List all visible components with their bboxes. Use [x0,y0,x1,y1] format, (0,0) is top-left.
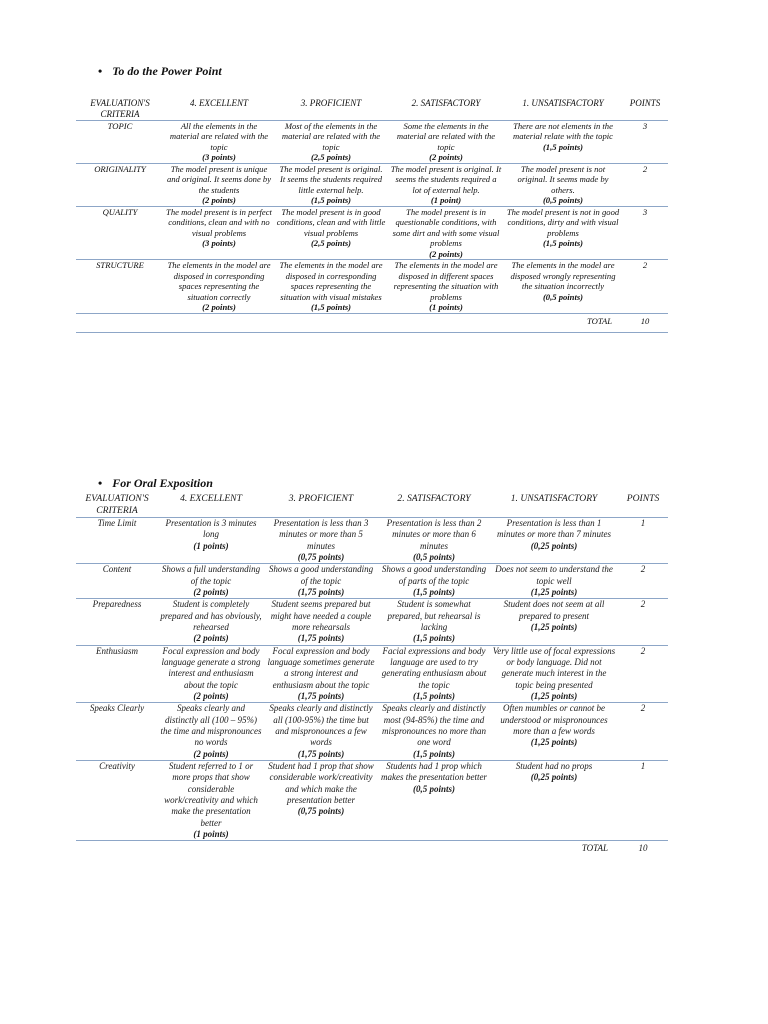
descriptor-cell [264,645,378,703]
descriptor-points: (0,75 points) [297,806,345,817]
descriptor-points: (1,5 points) [310,195,352,206]
descriptor-points: (1 points) [193,540,229,551]
points-cell: 3 [622,120,668,163]
descriptor-points: (3 points) [202,238,236,249]
header-satisfactory: 2. SATISFACTORY [388,98,504,120]
descriptor-cell [274,120,388,163]
descriptor-cell [164,120,274,163]
total-row [76,313,668,326]
descriptor-text: The model present is not in good conditions, dirty and with visual problems [506,206,620,238]
criteria-cell: Creativity [76,761,158,841]
descriptor-points: (0,5 points) [542,195,584,206]
descriptor-points: (1,75 points) [297,633,345,644]
descriptor-text: Students had 1 prop which makes the presentation better [381,761,487,783]
descriptor-text: The model present is in perfect conditions, clean and with no visual problems [166,206,272,238]
descriptor-points: (1 points) [429,302,463,313]
criteria-cell: Content [76,564,158,599]
header-criteria: EVALUATION'S CRITERIA [76,493,158,518]
descriptor-cell [378,761,490,841]
header-excellent: 4. EXCELLENT [164,98,274,120]
criteria-cell: Time Limit [76,518,158,564]
descriptor-cell [158,761,264,841]
descriptor-points: (2 points) [429,248,463,259]
descriptor-points: (0,5 points) [542,291,584,302]
descriptor-cell [388,206,504,259]
criteria-cell: ORIGINALITY [76,163,164,206]
descriptor-text: Shows a good understanding of parts of the topic [381,564,487,586]
descriptor-text: Shows a full understanding of the topic [161,564,261,586]
descriptor-text: The model present is in questionable conditions, with some dirt and with some visual problems [392,206,500,249]
descriptor-points: (0,25 points) [530,540,578,551]
table-row [76,645,668,703]
criteria-cell: Speaks Clearly [76,703,158,761]
total-value: 10 [622,313,668,326]
descriptor-points: (0,25 points) [530,772,578,783]
descriptor-cell [274,206,388,259]
header-unsatisfactory: 1. UNSATISFACTORY [490,493,618,518]
descriptor-points: (1,5 points) [542,238,584,249]
descriptor-points: (1,25 points) [530,587,578,598]
descriptor-cell [264,703,378,761]
descriptor-cell [158,518,264,564]
descriptor-text: Student referred to 1 or more props that show considerable work/creativity and which make the presentation better [164,761,258,828]
descriptor-text: Presentation is less than 2 minutes or more than 6 minutes [386,518,482,551]
descriptor-cell [378,564,490,599]
descriptor-cell [158,703,264,761]
descriptor-cell [264,518,378,564]
descriptor-text: Often mumbles or cannot be understood or mispronounces more than a few words [500,703,608,737]
criteria-cell: TOPIC [76,120,164,163]
descriptor-points: (0,5 points) [412,552,455,563]
descriptor-text: All the elements in the material are related with the topic [169,120,269,152]
descriptor-cell [164,163,274,206]
bullet-icon: • [98,64,103,78]
descriptor-cell [490,518,618,564]
descriptor-text: The elements in the model are disposed wrongly representing the situation incorrectly [510,260,616,292]
table-row [76,260,668,313]
descriptor-points: (1,75 points) [297,748,345,759]
criteria-cell: STRUCTURE [76,260,164,313]
descriptor-cell [490,761,618,841]
descriptor-cell [490,703,618,761]
descriptor-cell [504,206,622,259]
descriptor-text: Student is somewhat prepared, but rehearsal is lacking [387,599,481,633]
descriptor-text: The model present is original. It seems the students required little external help. [279,163,383,195]
points-cell: 2 [618,703,668,761]
descriptor-cell [378,645,490,703]
header-excellent: 4. EXCELLENT [158,493,264,518]
points-cell: 2 [622,163,668,206]
descriptor-points: (1,5 points) [412,691,455,702]
descriptor-points: (3 points) [202,152,236,163]
total-label: TOTAL [76,841,618,855]
descriptor-points: (1,5 points) [310,302,352,313]
descriptor-text: Speaks clearly and distinctly all (100 – 95%) the time and mispronounces no words [160,703,262,748]
points-cell: 1 [618,518,668,564]
descriptor-points: (1,5 points) [412,633,455,644]
descriptor-text: The elements in the model are disposed in corresponding spaces representing the situation with visual mistakes [279,260,383,302]
descriptor-points: (1 points) [193,829,229,840]
descriptor-cell [388,163,504,206]
header-unsatisfactory: 1. UNSATISFACTORY [504,98,622,120]
heading-text: To do the Power Point [112,64,222,78]
descriptor-points: (1 point) [430,195,462,206]
descriptor-text: Student seems prepared but might have needed a couple more rehearsals [270,599,372,633]
descriptor-text: Presentation is 3 minutes long [165,518,257,540]
descriptor-cell [264,761,378,841]
descriptor-text: Speaks clearly and distinctly all (100-95%) the time but and mispronounces a few words [269,703,373,748]
descriptor-cell [504,163,622,206]
descriptor-text: Student had 1 prop that show considerable work/creativity and which make the presentation better [268,761,374,806]
descriptor-points: (2,5 points) [310,238,352,249]
descriptor-points: (1,25 points) [530,737,578,748]
descriptor-text: The model present is original. It seems the students required a lot of external help. [390,163,502,195]
table-header-row [76,98,668,120]
total-label: TOTAL [76,313,622,326]
table-row [76,564,668,599]
descriptor-text: Most of the elements in the material are related with the topic [281,120,381,152]
descriptor-text: The elements in the model are disposed in different spaces representing the situation with problems [393,260,499,302]
criteria-cell: Preparedness [76,599,158,645]
descriptor-text: Presentation is less than 3 minutes or more than 5 minutes [273,518,369,551]
descriptor-points: (2 points) [193,748,229,759]
descriptor-points: (2,5 points) [310,152,352,163]
descriptor-cell [158,599,264,645]
descriptor-text: The model present is in good conditions, clean and with little visual problems [276,206,386,238]
descriptor-cell [490,564,618,599]
descriptor-cell [504,260,622,313]
descriptor-cell [490,645,618,703]
header-points: POINTS [622,98,668,120]
descriptor-text: The elements in the model are disposed in corresponding spaces representing the situation correctly [167,260,271,302]
descriptor-text: The model present is not original. It seems made by others. [517,163,609,195]
points-cell: 2 [618,645,668,703]
descriptor-cell [490,599,618,645]
table-row [76,761,668,841]
descriptor-points: (0,5 points) [412,783,455,794]
descriptor-text: Speaks clearly and distinctly most (94-85%) the time and mispronounces no more than one word [381,703,487,748]
bullet-icon: • [98,476,103,490]
descriptor-cell [158,564,264,599]
descriptor-text: Shows a good understanding of the topic [268,564,374,586]
descriptor-text: Focal expression and body language generate a strong interest and enthusiasm about the topic [161,645,261,690]
descriptor-points: (2 points) [193,691,229,702]
heading-text: For Oral Exposition [112,476,213,490]
descriptor-text: Some the elements in the material are related with the topic [396,120,496,152]
header-criteria: EVALUATION'S CRITERIA [76,98,164,120]
descriptor-text: Very little use of focal expressions or body language. Did not generate much interest in the topic being presented [492,645,616,690]
table-row [76,206,668,259]
descriptor-points: (1,5 points) [412,748,455,759]
criteria-cell: QUALITY [76,206,164,259]
descriptor-points: (1,5 points) [542,141,584,152]
descriptor-text: Student had no props [515,761,593,772]
table-row [76,703,668,761]
power-point-rubric-table [76,98,668,333]
descriptor-cell [504,120,622,163]
header-points: POINTS [618,493,668,518]
descriptor-text: The model present is unique and original. It seems done by the students [166,163,272,195]
descriptor-text: Student does not seem at all prepared to present [503,599,605,621]
table-row [76,518,668,564]
descriptor-points: (0,75 points) [297,552,345,563]
descriptor-points: (1,25 points) [530,622,578,633]
header-satisfactory: 2. SATISFACTORY [378,493,490,518]
descriptor-cell [264,599,378,645]
descriptor-cell [378,599,490,645]
descriptor-text: Does not seem to understand the topic well [495,564,613,586]
descriptor-points: (2 points) [202,302,236,313]
descriptor-points: (1,25 points) [530,691,578,702]
descriptor-cell [164,260,274,313]
header-proficient: 3. PROFICIENT [274,98,388,120]
points-cell: 2 [618,564,668,599]
section-heading-oral-exposition [98,476,213,491]
descriptor-cell [274,163,388,206]
descriptor-cell [388,260,504,313]
points-cell: 2 [618,599,668,645]
descriptor-points: (1,75 points) [297,691,345,702]
descriptor-cell [264,564,378,599]
descriptor-points: (2 points) [429,152,463,163]
descriptor-cell [388,120,504,163]
header-proficient: 3. PROFICIENT [264,493,378,518]
descriptor-cell [274,260,388,313]
descriptor-points: (2 points) [193,587,229,598]
table-header-row [76,493,668,518]
descriptor-points: (1,5 points) [412,587,455,598]
section-heading-power-point [98,64,222,79]
descriptor-text: Presentation is less than 1 minutes or more than 7 minutes [497,518,611,540]
points-cell: 1 [618,761,668,841]
descriptor-text: Focal expression and body language sometimes generate a strong interest and enthusiasm about the topic [267,645,375,690]
descriptor-text: There are not elements in the material relate with the topic [513,120,613,142]
descriptor-cell [378,703,490,761]
descriptor-points: (2 points) [193,633,229,644]
table-row [76,120,668,163]
table-bottom-rule [76,326,668,333]
points-cell: 3 [622,206,668,259]
descriptor-text: Student is completely prepared and has obviously, rehearsed [160,599,262,633]
descriptor-cell [158,645,264,703]
total-row [76,841,668,855]
descriptor-cell [164,206,274,259]
points-cell: 2 [622,260,668,313]
table-row [76,163,668,206]
descriptor-points: (1,75 points) [297,587,345,598]
descriptor-points: (2 points) [202,195,236,206]
criteria-cell: Enthusiasm [76,645,158,703]
table-row [76,599,668,645]
oral-exposition-rubric-table [76,493,668,855]
total-value: 10 [618,841,668,855]
descriptor-cell [378,518,490,564]
descriptor-text: Facial expressions and body language are used to try generating enthusiasm about the topic [381,645,487,690]
